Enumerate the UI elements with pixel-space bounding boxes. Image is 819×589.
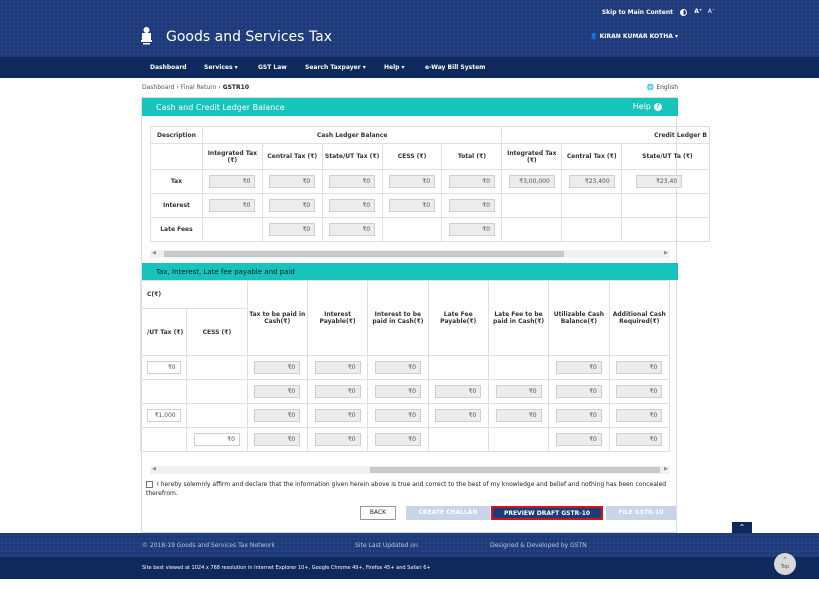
table-row	[151, 170, 710, 194]
value-field: ₹0	[254, 433, 300, 446]
value-field: ₹0	[269, 199, 315, 212]
value-field: ₹0	[389, 199, 435, 212]
value-field: ₹0	[315, 361, 361, 374]
panel-header	[142, 98, 678, 116]
user-name: KIRAN KUMAR KOTHA ▾	[599, 33, 678, 40]
value-field: ₹0	[375, 433, 421, 446]
table-row	[141, 356, 670, 380]
chevron-up-icon: ⌃	[782, 556, 788, 564]
col-header: State/UT Ta (₹)	[622, 144, 710, 170]
value-field: ₹0	[375, 409, 421, 422]
value-field: ₹0	[315, 409, 361, 422]
value-field: ₹0	[254, 385, 300, 398]
panel-title: Cash and Credit Ledger Balance	[156, 103, 285, 112]
back-to-top-button[interactable]: ⌃ Top	[774, 553, 796, 575]
nav-services[interactable]: Services ▾	[204, 64, 238, 71]
value-field: ₹0	[329, 223, 375, 236]
col-header: Interest Payable(₹)	[307, 281, 367, 356]
value-field: ₹0	[435, 409, 481, 422]
globe-icon: 🌐	[646, 84, 655, 91]
value-field: ₹0	[435, 385, 481, 398]
value-field: ₹0	[329, 175, 375, 188]
payable-table	[140, 280, 670, 452]
nav-eway-bill[interactable]: e-Way Bill System	[425, 64, 486, 71]
create-challan-button[interactable]: CREATE CHALLAN	[406, 506, 490, 520]
back-button[interactable]: BACK	[360, 506, 396, 520]
value-field: ₹0	[556, 385, 602, 398]
value-field: ₹0	[616, 433, 662, 446]
value-field: ₹0	[375, 361, 421, 374]
value-field: ₹0	[209, 199, 255, 212]
value-field: ₹0	[329, 199, 375, 212]
value-field: ₹0	[315, 433, 361, 446]
declaration-checkbox[interactable]	[146, 481, 153, 488]
nav-dashboard[interactable]: Dashboard	[150, 64, 187, 71]
value-field: ₹0	[616, 361, 662, 374]
col-header: Central Tax (₹)	[262, 144, 322, 170]
scroll-left-arrow[interactable]: ◀	[152, 466, 156, 472]
help-link[interactable]: Help ?	[633, 102, 662, 111]
nav-search-taxpayer[interactable]: Search Taxpayer ▾	[305, 64, 366, 71]
row-label: Late Fees	[151, 218, 203, 242]
value-field: ₹0	[449, 175, 495, 188]
font-increase-button[interactable]: A⁺	[694, 8, 702, 15]
value-field: ₹0	[496, 409, 542, 422]
value-field: ₹0	[269, 223, 315, 236]
collapse-caret-button[interactable]: ⌃	[732, 522, 752, 533]
col-header: /UT Tax (₹)	[141, 309, 187, 356]
scrollbar-thumb[interactable]	[164, 251, 564, 257]
scroll-right-arrow[interactable]: ▶	[664, 250, 668, 256]
value-field: ₹0	[375, 385, 421, 398]
value-field: ₹0	[254, 409, 300, 422]
payable-section-header: Tax, Interest, Late fee payable and paid	[142, 263, 678, 280]
col-header: Additional Cash Required(₹)	[609, 281, 669, 356]
col-header: Late Fee to be paid in Cash(₹)	[488, 281, 548, 356]
declaration-text: I hereby solemnly affirm and declare that the information given herein above is true and correct to the best of my knowledge and belief and nothing has been concealed therefrom.	[146, 481, 667, 497]
best-viewed-note: Site best viewed at 1024 x 768 resolution in Internet Explorer 10+, Google Chrome 49+, Firefox 45+ and Safari 6+	[142, 565, 431, 571]
row-label: Interest	[151, 194, 203, 218]
crumb-dashboard[interactable]: Dashboard	[142, 84, 175, 91]
user-menu[interactable]: 👤 KIRAN KUMAR KOTHA ▾	[590, 33, 678, 40]
scroll-right-arrow[interactable]: ▶	[664, 466, 668, 472]
designed-by: Designed & Developed by GSTN	[490, 542, 587, 549]
value-field: ₹0	[556, 409, 602, 422]
value-field: ₹0	[556, 361, 602, 374]
site-header	[0, 0, 819, 57]
col-header: Total (₹)	[442, 144, 502, 170]
desc-header: Description	[151, 127, 203, 144]
payable-scrollbar[interactable]	[150, 466, 670, 474]
value-field: ₹0	[616, 385, 662, 398]
value-field: ₹0	[209, 175, 255, 188]
declaration	[146, 480, 674, 498]
ledger-table-wrap	[150, 126, 707, 244]
payable-table-wrap	[147, 280, 670, 460]
file-gstr10-button[interactable]: FILE GSTR-10	[606, 506, 676, 520]
copyright: © 2018-19 Goods and Services Tax Network	[142, 542, 275, 549]
table-row	[141, 428, 670, 452]
col-header: Integrated Tax (₹)	[202, 144, 262, 170]
emblem-icon	[139, 25, 154, 47]
group-header: C(₹)	[141, 281, 248, 309]
main-nav	[0, 57, 819, 78]
font-decrease-button[interactable]: A⁻	[707, 8, 715, 15]
value-field: ₹0	[389, 175, 435, 188]
value-field[interactable]: ₹1,000	[147, 409, 181, 422]
contrast-icon[interactable]	[680, 9, 687, 16]
value-field: ₹0	[254, 361, 300, 374]
value-field: ₹0	[315, 385, 361, 398]
value-field: ₹0	[496, 385, 542, 398]
credit-ledger-header: Credit Ledger B	[502, 127, 710, 144]
language-selector[interactable]: 🌐 English	[646, 84, 678, 91]
site-title[interactable]: Goods and Services Tax	[166, 29, 332, 45]
skip-link[interactable]: Skip to Main Content	[601, 9, 673, 16]
col-header: Central Tax (₹)	[562, 144, 622, 170]
table-row	[141, 404, 670, 428]
breadcrumb: Dashboard › Final Return › GSTR10	[142, 84, 249, 91]
col-header: Tax to be paid in Cash(₹)	[247, 281, 307, 356]
table-row	[151, 218, 710, 242]
col-header: CESS (₹)	[187, 309, 247, 356]
crumb-final-return[interactable]: Final Return	[180, 84, 217, 91]
crumb-current: GSTR10	[222, 84, 249, 91]
col-header: Integrated Tax (₹)	[502, 144, 562, 170]
value-field: ₹0	[556, 433, 602, 446]
value-field[interactable]: ₹0	[147, 361, 181, 374]
value-field[interactable]: ₹0	[194, 433, 240, 446]
preview-draft-button[interactable]: PREVIEW DRAFT GSTR-10	[491, 506, 603, 520]
main-panel	[141, 97, 707, 533]
ledger-table	[150, 126, 710, 242]
table-row	[151, 194, 710, 218]
value-field: ₹0	[269, 175, 315, 188]
scrollbar-thumb[interactable]	[370, 467, 660, 473]
col-header: CESS (₹)	[382, 144, 442, 170]
value-field: ₹23,400	[569, 175, 615, 188]
col-header: Utilizable Cash Balance(₹)	[549, 281, 609, 356]
col-header: State/UT Tax (₹)	[322, 144, 382, 170]
nav-help[interactable]: Help ▾	[384, 64, 405, 71]
row-label: Tax	[151, 170, 203, 194]
value-field: ₹0	[449, 223, 495, 236]
value-field: ₹0	[616, 409, 662, 422]
last-updated: Site Last Updated on	[355, 542, 418, 549]
col-header: Late Fee Payable(₹)	[428, 281, 488, 356]
scroll-left-arrow[interactable]: ◀	[152, 250, 156, 256]
value-field: ₹23,40	[636, 175, 682, 188]
cash-ledger-header: Cash Ledger Balance	[202, 127, 501, 144]
value-field: ₹3,00,000	[509, 175, 555, 188]
col-header: Interest to be paid in Cash(₹)	[368, 281, 428, 356]
ledger-scrollbar[interactable]	[150, 250, 670, 258]
value-field: ₹0	[449, 199, 495, 212]
table-row	[141, 380, 670, 404]
nav-gst-law[interactable]: GST Law	[258, 64, 287, 71]
help-icon: ?	[654, 103, 662, 111]
